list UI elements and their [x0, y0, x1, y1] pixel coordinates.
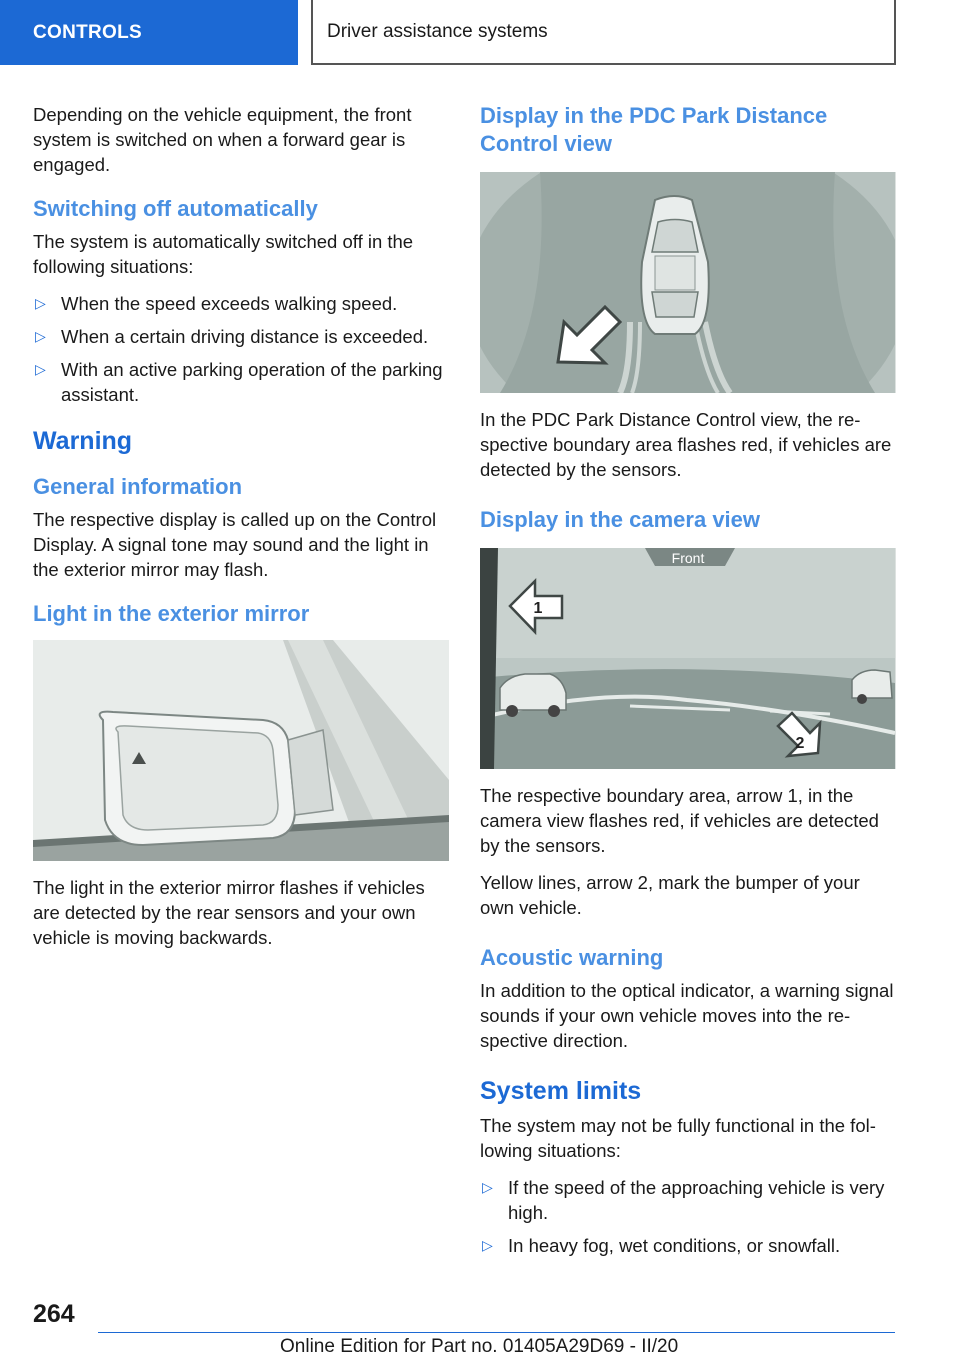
intro-paragraph: Depending on the vehicle equipment, the front system is switched on when a forward gear is engaged.	[33, 104, 412, 175]
system-limits-list	[480, 1175, 896, 1258]
general-info-text: The respective display is called up on the Control Display. A signal tone may sound and the light in the exterior mirror may flash.	[33, 509, 437, 580]
switching-off-list	[33, 291, 449, 407]
triangle-right-icon: ▷	[35, 328, 46, 344]
svg-text:1: 1	[533, 600, 543, 617]
triangle-right-icon: ▷	[35, 361, 46, 377]
system-limits-text: The system may not be fully functional in the following situations:	[480, 1115, 876, 1161]
camera-view-illustration	[480, 548, 895, 769]
pdc-heading: Display in the PDC Park Distance Control view	[480, 103, 828, 156]
car-left-icon	[500, 674, 566, 717]
footer-divider	[98, 1332, 895, 1333]
page-number: 264	[33, 1300, 75, 1328]
camera-heading: Display in the camera view	[480, 507, 761, 532]
pdc-view-illustration	[480, 172, 895, 393]
list-item: ▷ With an active parking operation of the parking assistant.	[35, 359, 443, 405]
exterior-mirror-illustration	[33, 640, 449, 861]
section-title: CONTROLS	[33, 21, 143, 43]
system-limits-heading: System limits	[480, 1077, 642, 1105]
triangle-right-icon: ▷	[35, 295, 46, 311]
pdc-caption: In the PDC Park Distance Control view, the respective boundary area flashes red, if vehicles are detected by the sensors.	[480, 409, 892, 480]
section-tab	[0, 0, 298, 65]
svg-text:2: 2	[795, 735, 805, 752]
triangle-right-icon: ▷	[482, 1179, 493, 1195]
camera-view-figure	[480, 548, 896, 769]
list-item: ▷ When the speed exceeds walking speed.	[35, 293, 398, 314]
switching-off-heading: Switching off automatically	[33, 196, 318, 221]
edition-text: Online Edition for Part no. 01405A29D69 - II/20	[280, 1336, 679, 1357]
warning-heading: Warning	[33, 427, 133, 455]
mirror-caption: The light in the exterior mirror flashes if vehicles are detected by the rear sensors and your own vehicle is moving backwards.	[33, 877, 425, 948]
right-column	[480, 102, 896, 1270]
acoustic-text: In addition to the optical indicator, a warning signal sounds if your own vehicle moves into the respective direction.	[480, 980, 894, 1051]
chapter-tab	[311, 0, 896, 65]
camera-caption-1: The respective boundary area, arrow 1, in the camera view flashes red, if vehicles are detected by the sensors.	[480, 785, 879, 856]
general-info-heading: General information	[33, 474, 243, 499]
triangle-right-icon: ▷	[482, 1237, 493, 1253]
camera-caption-2: Yellow lines, arrow 2, mark the bumper of your own vehicle.	[480, 872, 860, 918]
mirror-heading: Light in the exterior mirror	[33, 601, 310, 626]
list-item: ▷ If the speed of the approaching vehicle is very high.	[482, 1177, 885, 1223]
acoustic-heading: Acoustic warning	[480, 945, 664, 970]
list-item: ▷ When a certain driving distance is exceeded.	[35, 326, 429, 347]
front-label: Front	[671, 550, 705, 566]
switching-off-text: The system is automatically switched off in the following situations:	[33, 231, 414, 277]
exterior-mirror-figure	[33, 640, 449, 861]
list-item: ▷ In heavy fog, wet conditions, or snowfall.	[482, 1235, 841, 1256]
left-column	[33, 102, 449, 962]
chapter-title: Driver assistance systems	[327, 20, 548, 42]
pdc-view-figure	[480, 172, 896, 393]
